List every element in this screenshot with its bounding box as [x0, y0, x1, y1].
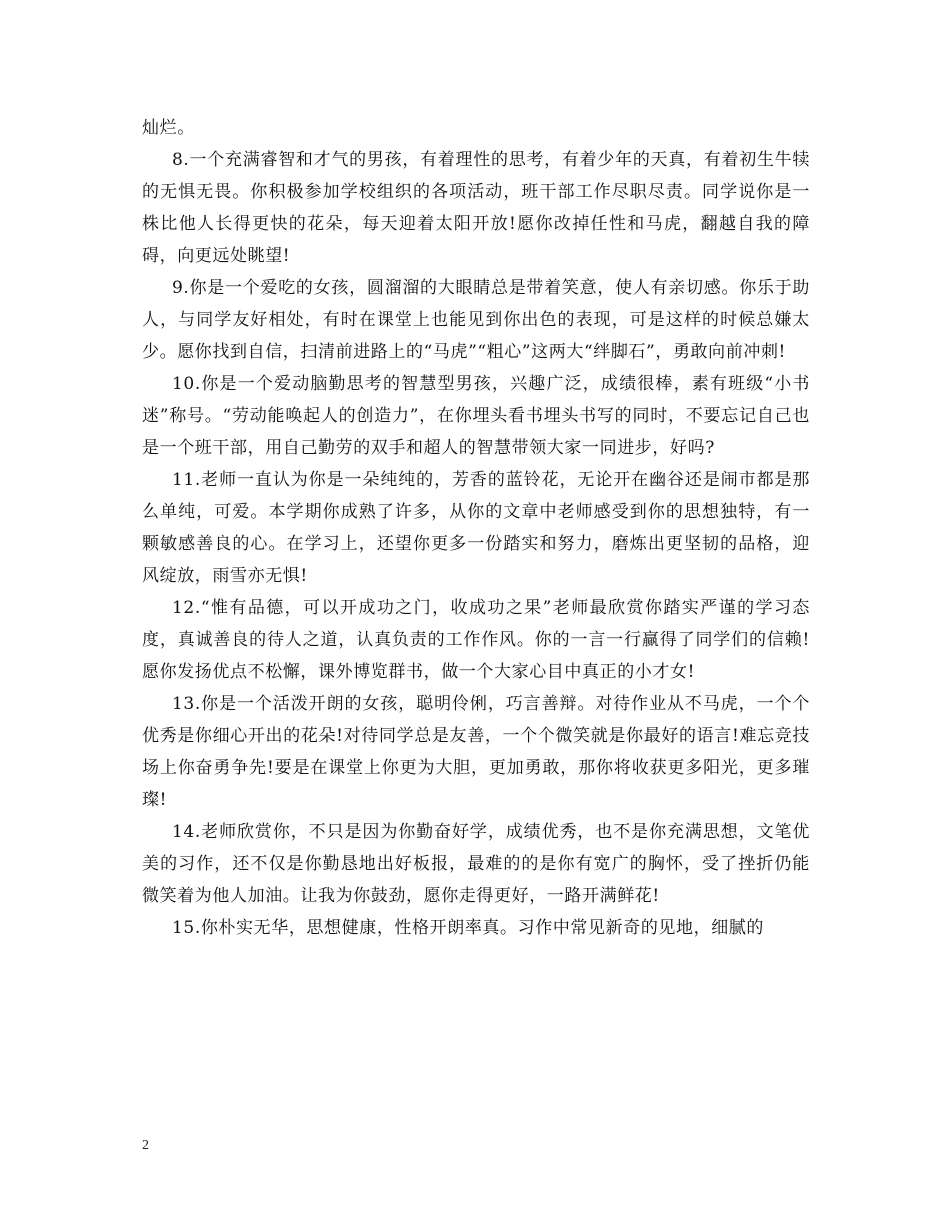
- comment-paragraph-12: 12.“惟有品德，可以开成功之门，收成功之果”老师最欣赏你踏实严谨的学习态度，真诚善良的待人之道，认真负责的工作作风。你的一言一行赢得了同学们的信赖!愿你发扬优点不松懈，课外博览群书，做一个大家心目中真正的小才女!: [142, 598, 810, 682]
- comment-paragraph-13: 13.你是一个活泼开朗的女孩，聪明伶俐，巧言善辩。对待作业从不马虎，一个个优秀是你细心开出的花朵!对待同学总是友善，一个个微笑就是你最好的语言!难忘竞技场上你奋勇争先!要是在课堂上你更为大胆，更加勇敢，那你将收获更多阳光，更多璀璨!: [142, 694, 810, 810]
- paragraph-continuation: 灿烂。: [142, 118, 195, 138]
- comment-paragraph-10: 10.你是一个爱动脑勤思考的智慧型男孩，兴趣广泛，成绩很棒，素有班级“小书迷”称号。“劳动能唤起人的创造力”，在你埋头看书埋头书写的同时，不要忘记自己也是一个班干部，用自己勤劳的双手和超人的智慧带领大家一同进步，好吗?: [142, 374, 810, 458]
- comment-paragraph-11: 11.老师一直认为你是一朵纯纯的，芳香的蓝铃花，无论开在幽谷还是闹市都是那么单纯，可爱。本学期你成熟了许多，从你的文章中老师感受到你的思想独特，有一颗敏感善良的心。在学习上，还望你更多一份踏实和努力，磨炼出更坚韧的品格，迎风绽放，雨雪亦无惧!: [142, 470, 810, 586]
- comment-paragraph-14: 14.老师欣赏你，不只是因为你勤奋好学，成绩优秀，也不是你充满思想，文笔优美的习作，还不仅是你勤恳地出好板报，最难的的是你有宽广的胸怀，受了挫折仍能微笑着为他人加油。让我为你鼓劲，愿你走得更好，一路开满鲜花!: [142, 822, 810, 906]
- page-number: 2: [142, 1138, 149, 1153]
- body-text: [142, 112, 810, 944]
- comment-paragraph-15: 15.你朴实无华，思想健康，性格开朗率真。习作中常见新奇的见地，细腻的: [172, 918, 765, 938]
- comment-paragraph-8: 8.一个充满睿智和才气的男孩，有着理性的思考，有着少年的天真，有着初生牛犊的无惧无畏。你积极参加学校组织的各项活动，班干部工作尽职尽责。同学说你是一株比他人长得更快的花朵，每天迎着太阳开放!愿你改掉任性和马虎，翻越自我的障碍，向更远处眺望!: [142, 150, 810, 266]
- comment-paragraph-9: 9.你是一个爱吃的女孩，圆溜溜的大眼睛总是带着笑意，使人有亲切感。你乐于助人，与同学友好相处，有时在课堂上也能见到你出色的表现，可是这样的时候总嫌太少。愿你找到自信，扫清前进路上的“马虎”“粗心”这两大“绊脚石”，勇敢向前冲刺!: [142, 278, 810, 362]
